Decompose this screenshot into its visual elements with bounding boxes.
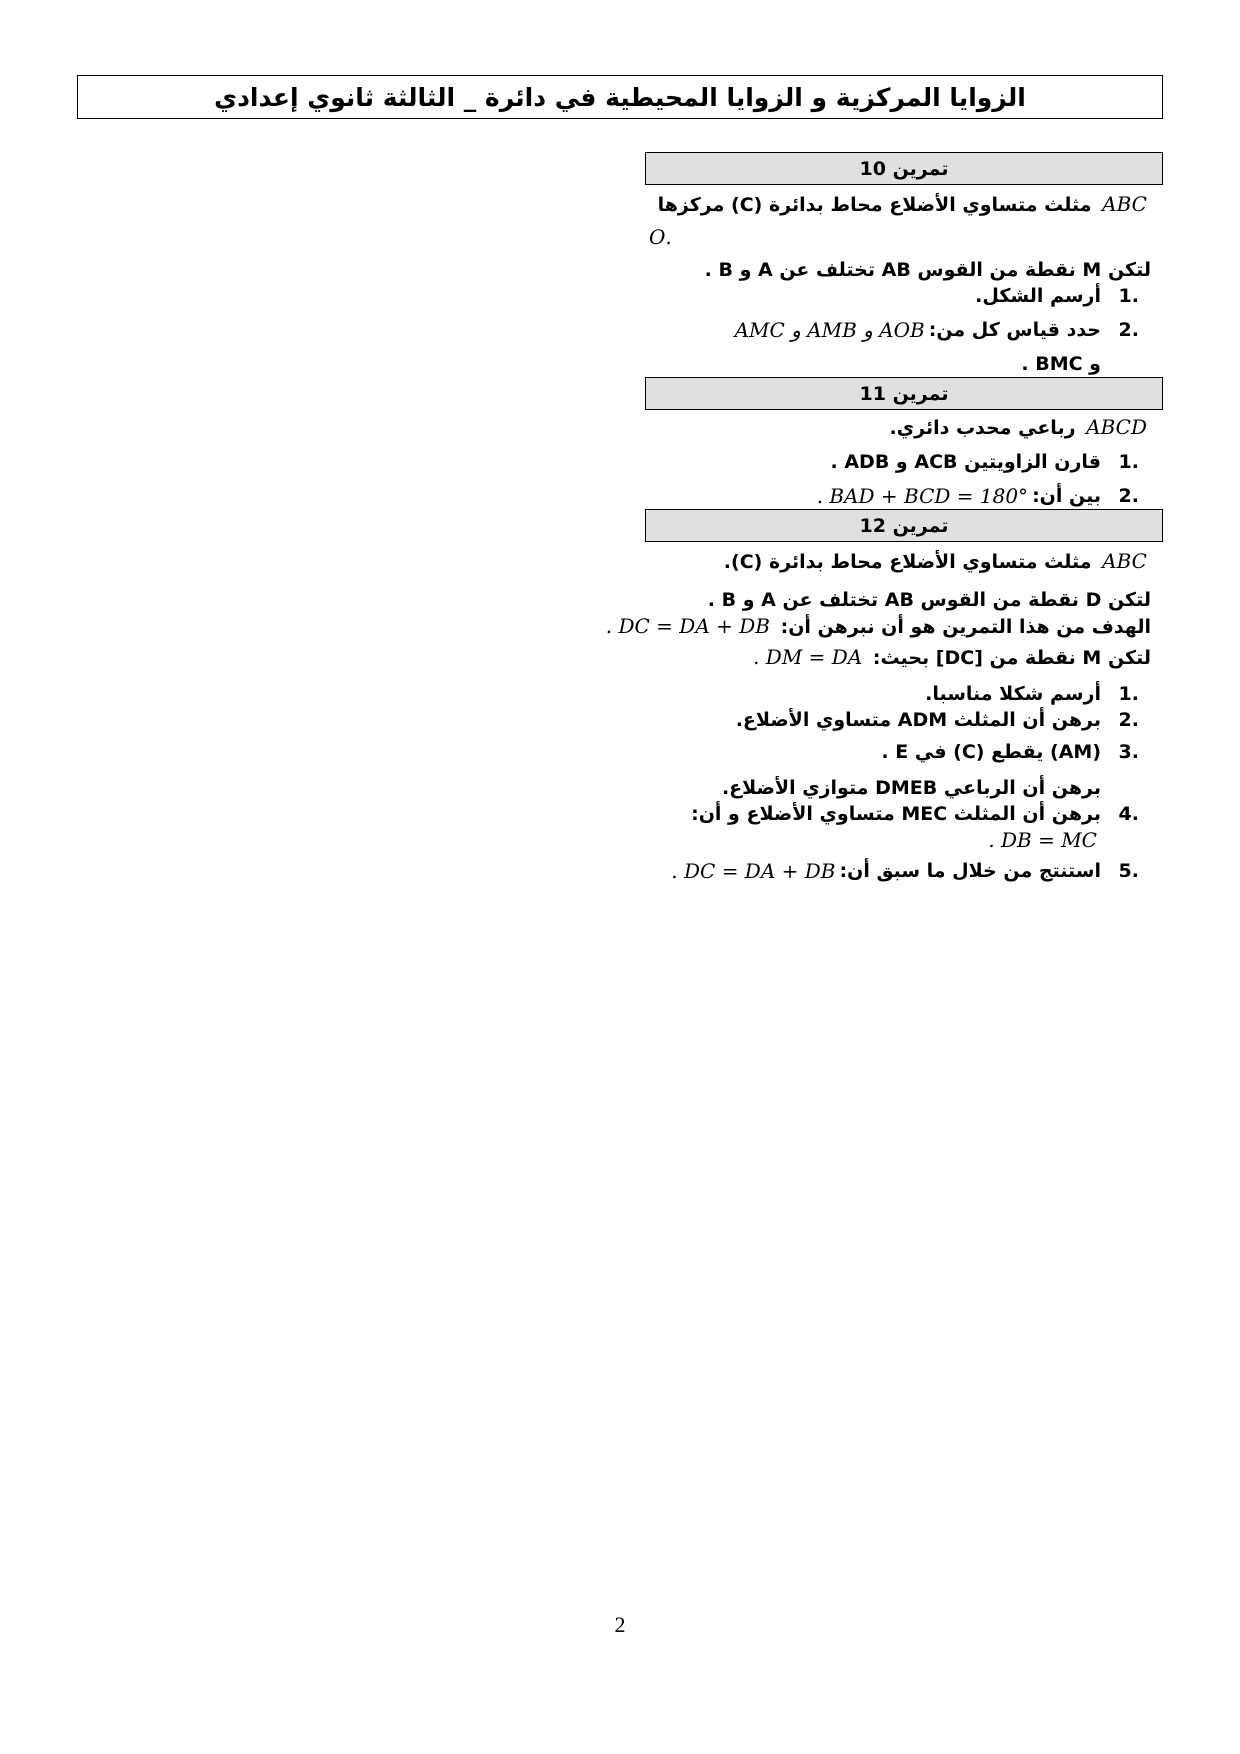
statement-text: مثلث متساوي الأضلاع محاط بدائرة (C) مركزها [657,194,1092,216]
item-text: برهن أن المثلث MEC متساوي الأضلاع و أن: [691,803,1101,825]
exercise-12-heading: تمرين 12 [645,509,1163,542]
item-text: برهن أن المثلث ADM متساوي الأضلاع. [735,709,1101,731]
exercise-11-heading: تمرين 11 [645,377,1163,410]
exercise-12-statement [645,548,1163,575]
math-triangle: ABC [1102,549,1147,573]
exercise-10-item-2 [645,317,1163,343]
exercise-12-item-1 [645,681,1163,707]
page-title: الزوايا المركزية و الزوايا المحيطية في دائرة _ الثالثة ثانوي إعدادي [214,82,1026,112]
exercise-12-item-2 [645,707,1163,733]
exercise-12-item-3 [645,739,1163,765]
exercise-12-item-5 [645,858,1163,884]
exercise-12-point: لتكن D نقطة من القوس AB تختلف عن A و B . [707,589,1151,611]
point-text: لتكن M نقطة من [DC] بحيث: [872,647,1151,669]
math-angle-sum: BAD + BCD = 180° . [816,484,1029,508]
math-condition: DM = DA . [753,645,863,669]
exercise-12-item-4 [645,801,1163,827]
item-text: أرسم شكلا مناسبا. [925,683,1101,705]
item-number: .1 [1118,451,1139,473]
statement-text: مثلث متساوي الأضلاع محاط بدائرة (C). [723,551,1092,573]
exercise-11-statement [645,414,1163,441]
math-angles: AOB و AMB و AMC [734,318,925,342]
math-conclusion: DC = DA + DB . [671,859,836,883]
item-text: استنتج من خلال ما سبق أن: [839,860,1101,882]
math-quadrilateral: ABCD [1086,415,1147,439]
exercise-10-item-2-cont: و BMC . [1021,353,1101,375]
exercise-12-item-3-cont: برهن أن الرباعي DMEB متوازي الأضلاع. [721,777,1101,799]
item-text: قارن الزاويتين ACB و ADB . [830,451,1101,473]
math-equality: DB = MC . [988,828,1097,852]
item-text: حدد قياس كل من: [928,319,1101,341]
item-number: .1 [1118,285,1139,307]
exercise-10-statement [645,191,1163,218]
header-box [77,75,1163,119]
statement-text: رباعي محدب دائري. [889,417,1076,439]
exercise-12-item-4-cont [645,827,1163,854]
item-number: .4 [1118,803,1139,825]
math-goal: DC = DA + DB . [605,614,770,638]
page-number: 2 [614,1612,626,1637]
item-number: .1 [1118,683,1139,705]
exercise-11-item-1 [645,449,1163,475]
math-center: .O [649,225,672,249]
exercise-10-point: لتكن M نقطة من القوس AB تختلف عن A و B . [704,259,1151,281]
item-text: (AM) يقطع (C) في E . [881,741,1101,763]
exercise-12-point-m [645,644,1163,671]
item-number: .2 [1118,709,1139,731]
item-number: .2 [1118,319,1139,341]
item-number: .3 [1118,741,1139,763]
item-text: أرسم الشكل. [975,285,1101,307]
exercise-10-heading: تمرين 10 [645,152,1163,185]
exercises-column [605,152,1163,884]
exercise-10-item-1 [645,283,1163,309]
math-triangle: ABC [1102,192,1147,216]
exercise-11-item-2 [645,483,1163,509]
item-number: .2 [1118,485,1139,507]
exercise-10-center [645,224,1163,251]
item-number: .5 [1118,860,1139,882]
item-text: بين أن: [1032,485,1101,507]
goal-text: الهدف من هذا التمرين هو أن نبرهن أن: [780,616,1151,638]
exercise-12-goal [605,613,1163,640]
